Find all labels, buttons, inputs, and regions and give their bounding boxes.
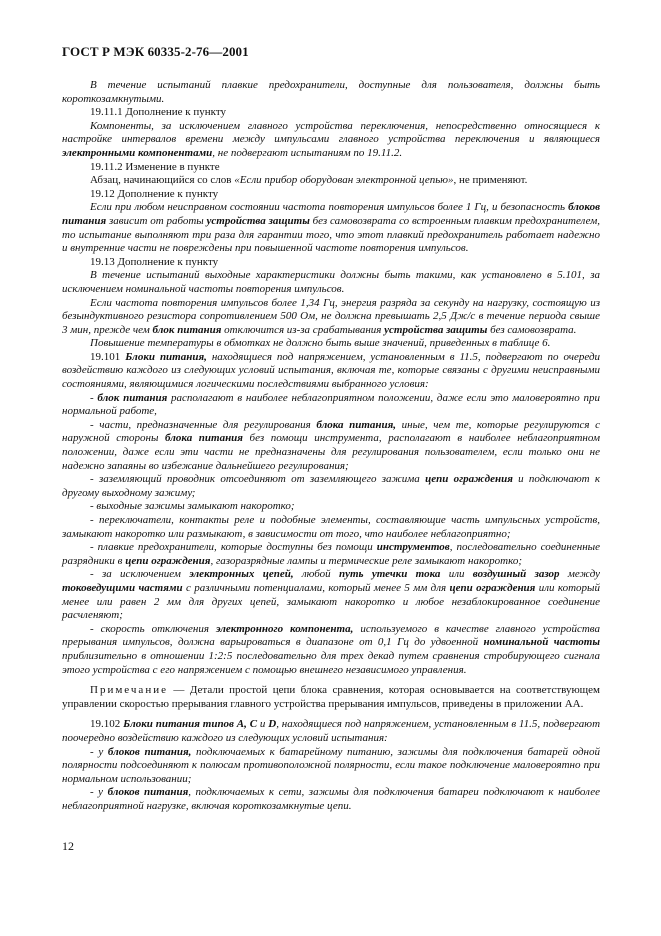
- text-run: 19.11.2 Изменение в пункте: [90, 160, 220, 173]
- bold-term: электронных цепей,: [189, 568, 294, 581]
- paragraph: [62, 514, 600, 541]
- paragraph: [62, 188, 600, 202]
- paragraph: [62, 256, 600, 270]
- text-run: - заземляющий проводник отсоединяют от заземляющего зажима: [90, 473, 426, 486]
- text-run: без самовозврата.: [487, 323, 577, 336]
- text-run: Компоненты, за исключением главного устройства переключения, непосредственно относящиеся к настройке интервалов времени между импульсами главного устройства переключения и являющиеся: [62, 119, 600, 146]
- text-run: Если частота повторения импульсов более 1,34 Гц, энергия разряда за секунду на нагрузку, состоящую из безындуктивного резистора сопротивлением 500 Ом, не должна превышать 2,5 Дж/с в течение периода свыше 3 мин, прежде чем: [62, 296, 600, 336]
- paragraph: [62, 269, 600, 296]
- text-run: - части, предназначенные для регулирования: [90, 418, 317, 431]
- text-run: любой: [293, 568, 339, 581]
- paragraph: [62, 473, 600, 500]
- paragraph: [62, 623, 600, 677]
- paragraph: [62, 120, 600, 161]
- document-body: [62, 79, 600, 813]
- paragraph: [62, 201, 600, 255]
- text-run: «Если прибор оборудован электронной цепью»: [234, 174, 454, 187]
- paragraph: [62, 500, 600, 514]
- paragraph: [62, 684, 600, 711]
- text-run: и: [257, 718, 269, 731]
- text-run: - выходные зажимы замыкают накоротко;: [90, 500, 295, 513]
- paragraph: [62, 161, 600, 175]
- text-run: -: [90, 391, 98, 404]
- text-run: - скорость отключения: [90, 622, 216, 635]
- text-run: зависит от работы: [106, 214, 207, 227]
- bold-term: цепи ограждения: [449, 581, 536, 594]
- paragraph: [62, 419, 600, 473]
- text-run: или: [440, 568, 473, 581]
- bold-term: путь утечки тока: [338, 568, 441, 581]
- text-run: , газоразрядные лампы и термические реле замыкают накоротко;: [210, 554, 523, 567]
- text-run: подключаемых к батарейному питанию, зажимы для подключения батарей одной полярности подсоединяют к полюсам противоположной полярности, если такое подключение маловероятно при нормальном использовании;: [62, 745, 601, 785]
- text-run: иные, чем те, которые регулируются с наружной стороны: [62, 418, 600, 445]
- paragraph: [62, 746, 600, 787]
- bold-term: D: [268, 718, 277, 731]
- text-run: используемого в качестве главного устройства прерывания импульсов, должна варьироваться в диапазоне от 0,1 Гц до удвоенной: [62, 622, 600, 649]
- bold-term: электронными компонентами: [62, 146, 213, 159]
- text-run: 19.11.1 Дополнение к пункту: [90, 106, 226, 119]
- text-run: , не подвергают испытаниям по 19.11.2.: [212, 146, 403, 159]
- bold-term: блока питания,: [316, 418, 397, 431]
- page-header: ГОСТ Р МЭК 60335-2-76—2001: [62, 44, 249, 59]
- text-run: , подключаемых к сети, зажимы для подключения батареи подключают к наиболее неблагоприятной нагрузке, включая короткозамкнутые цепи.: [62, 786, 600, 812]
- text-run: без помощи инструмента, располагают в наиболее неблагоприятном положении, даже если эти части не предназначены для регулирования пользователем, если только они не надежно запаяны во избежание дальнейшего регулирования;: [62, 432, 600, 472]
- text-run: В течение испытаний выходные характеристики должны быть такими, как установлено в 5.101, за исключением номинальной частоты повторения импульсов.: [62, 269, 600, 295]
- text-run: с различными потенциалами, который менее 5 мм для: [182, 581, 450, 594]
- text-run: или который менее или равен 2 мм для других цепей, замыкают накоротко и любое незаблокированное соединение расчленяют;: [62, 581, 600, 622]
- paragraph: [62, 568, 600, 622]
- text-run: приблизительно в отношении 1:2:5 последовательно для трех декад путем сравнения стробирующего сигнала этого устройства с его напряжением с помощью внешнего независимого управления.: [62, 649, 600, 676]
- bold-term: блоков питания: [107, 786, 189, 799]
- bold-term: блоков питания,: [107, 745, 192, 758]
- note-label: Примечание: [90, 684, 168, 697]
- text-run: 19.101: [90, 350, 126, 363]
- bold-term: блок питания: [152, 323, 222, 336]
- bold-term: блоков питания: [62, 201, 600, 227]
- text-run: 19.102: [90, 718, 124, 731]
- paragraph: [62, 174, 600, 188]
- text-run: - у: [90, 786, 108, 799]
- text-run: 19.12 Дополнение к пункту: [90, 187, 219, 200]
- text-run: Повышение температуры в обмотках не должно быть выше значений, приведенных в таблице 6.: [90, 337, 551, 350]
- bold-term: Блоки питания,: [125, 350, 207, 363]
- paragraph-spacer: [62, 677, 600, 684]
- text-run: и подключают к другому выходному зажиму;: [62, 473, 600, 499]
- text-run: В течение испытаний плавкие предохранители, доступные для пользователя, должны быть короткозамкнутыми.: [62, 79, 600, 105]
- text-run: - переключатели, контакты реле и подобные элементы, составляющие часть импульсных устройств, замыкают накоротко или размыкают, в зависимости от того, что наиболее неблагоприятно;: [62, 514, 600, 540]
- bold-term: воздушный зазор: [472, 568, 560, 581]
- bold-term: Блоки питания типов A, C: [123, 718, 258, 731]
- bold-term: номинальной частоты: [483, 636, 600, 649]
- bold-term: инструментов: [376, 541, 450, 554]
- text-run: - за исключением: [90, 568, 190, 581]
- text-run: находящиеся под напряжением, установленным в 11.5, подвергают по очереди воздействию каждого из следующих условий испытания, включая те, которые связаны с другими неисправными состояниями, являющимися логическими последствиями выбранного условия:: [62, 350, 601, 391]
- text-run: отключится из-за срабатывания: [221, 323, 385, 336]
- paragraph-spacer: [62, 711, 600, 718]
- text-run: 19.13 Дополнение к пункту: [90, 255, 219, 268]
- bold-term: устройства защиты: [206, 214, 310, 227]
- text-run: Абзац, начинающийся со слов: [90, 174, 235, 187]
- text-run: — Детали простой цепи блока сравнения, которая основывается на соответствующем управлении скоростью прерывания главного устройства прерывания импульсов, приведены в приложении АА.: [62, 684, 600, 710]
- text-run: , последовательно соединенные разрядники в: [62, 541, 600, 567]
- text-run: - плавкие предохранители, которые доступны без помощи: [90, 541, 377, 554]
- paragraph: [62, 351, 600, 392]
- text-run: , не применяют.: [453, 174, 528, 187]
- paragraph: [62, 106, 600, 120]
- paragraph: [62, 786, 600, 813]
- text-run: располагают в наиболее неблагоприятном положении, даже если это маловероятно при нормальной работе,: [62, 391, 600, 418]
- text-run: между: [559, 568, 600, 581]
- bold-term: электронного компонента,: [215, 622, 354, 635]
- paragraph: [62, 718, 600, 745]
- paragraph: [62, 79, 600, 106]
- paragraph: [62, 541, 600, 568]
- text-run: без самовозврата со встроенным плавким предохранителем, то испытание выполняют три раза для гарантии того, что этот плавкий предохранитель работает надежно и внутренние части не повреждены при повышенной частоте повторения импульсов.: [62, 214, 600, 255]
- bold-term: блока питания: [165, 432, 243, 445]
- bold-term: цепи ограждения: [125, 554, 211, 567]
- bold-term: токоведущими частями: [62, 581, 183, 594]
- bold-term: блок питания: [97, 391, 168, 404]
- text-run: , находящиеся под напряжением, установленным в 11.5, подвергают поочередно воздействию каждого из следующих условий испытания:: [62, 718, 601, 744]
- text-run: - у: [90, 745, 108, 758]
- text-run: Если при любом неисправном состоянии частота повторения импульсов более 1 Гц, и безопасность: [90, 201, 569, 214]
- paragraph: [62, 297, 600, 338]
- bold-term: цепи ограждения: [425, 473, 513, 486]
- paragraph: [62, 392, 600, 419]
- bold-term: устройства защиты: [384, 323, 488, 336]
- paragraph: [62, 337, 600, 351]
- page-number: 12: [62, 839, 74, 853]
